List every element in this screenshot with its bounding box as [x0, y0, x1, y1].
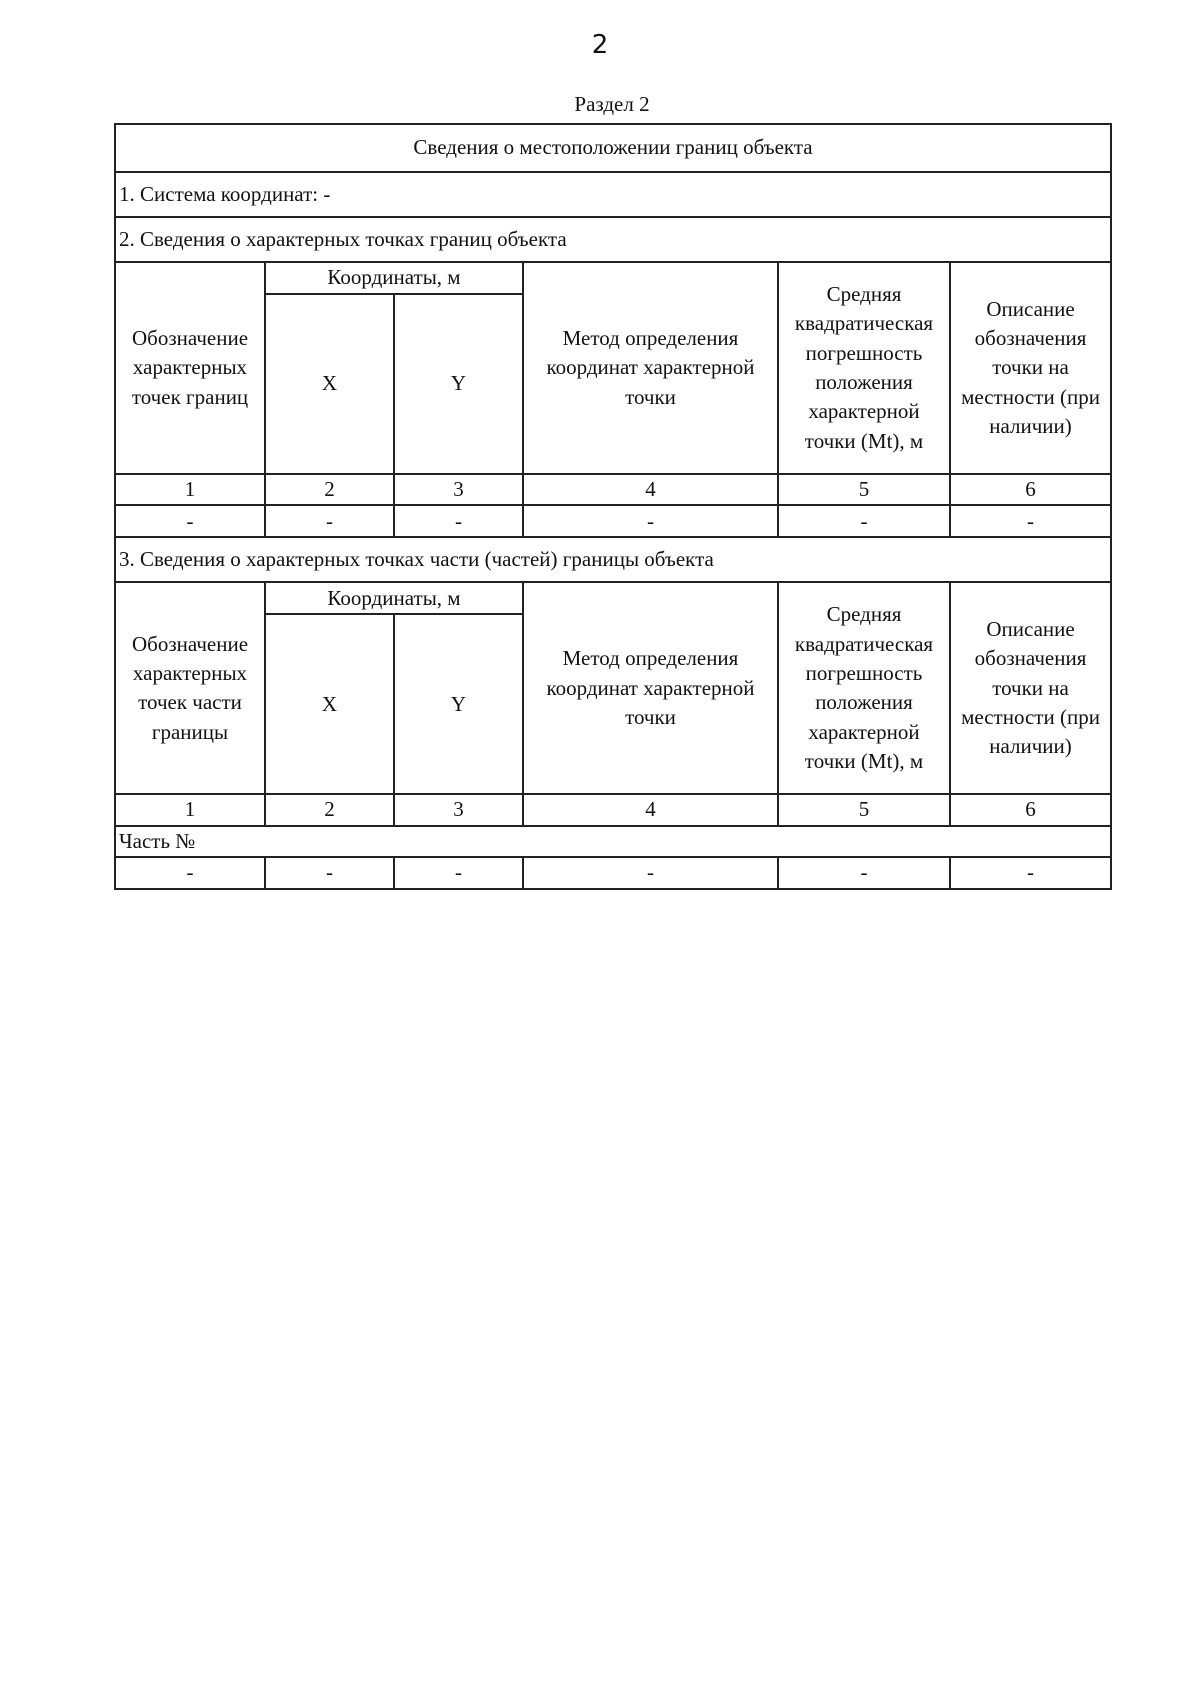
header-x: X [265, 294, 394, 474]
header-coordinates: Координаты, м [265, 262, 523, 294]
column-number: 2 [265, 474, 394, 505]
boundary-table [114, 123, 1112, 890]
header-method: Метод определения координат характерной точки [523, 582, 778, 794]
column-number: 6 [950, 474, 1111, 505]
header-designation: Обозначение характерных точек границ [115, 262, 265, 474]
header-error: Средняя квадратическая погрешность положения характерной точки (Mt), м [778, 262, 950, 474]
table-cell: - [950, 857, 1111, 889]
table-cell: - [950, 505, 1111, 537]
table-title: Сведения о местоположении границ объекта [115, 124, 1111, 172]
page-number: 2 [591, 30, 609, 60]
column-number: 1 [115, 794, 265, 825]
header-error: Средняя квадратическая погрешность положения характерной точки (Mt), м [778, 582, 950, 794]
column-number: 6 [950, 794, 1111, 825]
column-number: 5 [778, 794, 950, 825]
table-cell: - [523, 857, 778, 889]
header-designation: Обозначение характерных точек части границы [115, 582, 265, 794]
table-cell: - [115, 857, 265, 889]
column-number: 4 [523, 474, 778, 505]
table-cell: - [265, 857, 394, 889]
section2-title: 2. Сведения о характерных точках границ объекта [115, 217, 1111, 262]
column-number-row [115, 794, 1111, 825]
column-number: 4 [523, 794, 778, 825]
table-cell: - [394, 857, 523, 889]
header-x: X [265, 614, 394, 794]
header-method: Метод определения координат характерной точки [523, 262, 778, 474]
table-row [115, 857, 1111, 889]
table-cell: - [778, 505, 950, 537]
header-coordinates: Координаты, м [265, 582, 523, 614]
column-number: 2 [265, 794, 394, 825]
column-number: 3 [394, 794, 523, 825]
header-description: Описание обозначения точки на местности (при наличии) [950, 262, 1111, 474]
table-cell: - [265, 505, 394, 537]
section-title: Раздел 2 [574, 92, 650, 116]
header-description: Описание обозначения точки на местности (при наличии) [950, 582, 1111, 794]
header-y: Y [394, 614, 523, 794]
table-cell: - [778, 857, 950, 889]
column-number: 5 [778, 474, 950, 505]
header-y: Y [394, 294, 523, 474]
column-number: 1 [115, 474, 265, 505]
coord-system-row: 1. Система координат: - [115, 172, 1111, 217]
table-row [115, 505, 1111, 537]
part-label: Часть № [115, 826, 1111, 857]
column-number: 3 [394, 474, 523, 505]
column-number-row [115, 474, 1111, 505]
table-cell: - [523, 505, 778, 537]
table-cell: - [115, 505, 265, 537]
section3-title: 3. Сведения о характерных точках части (частей) границы объекта [115, 537, 1111, 582]
table-cell: - [394, 505, 523, 537]
